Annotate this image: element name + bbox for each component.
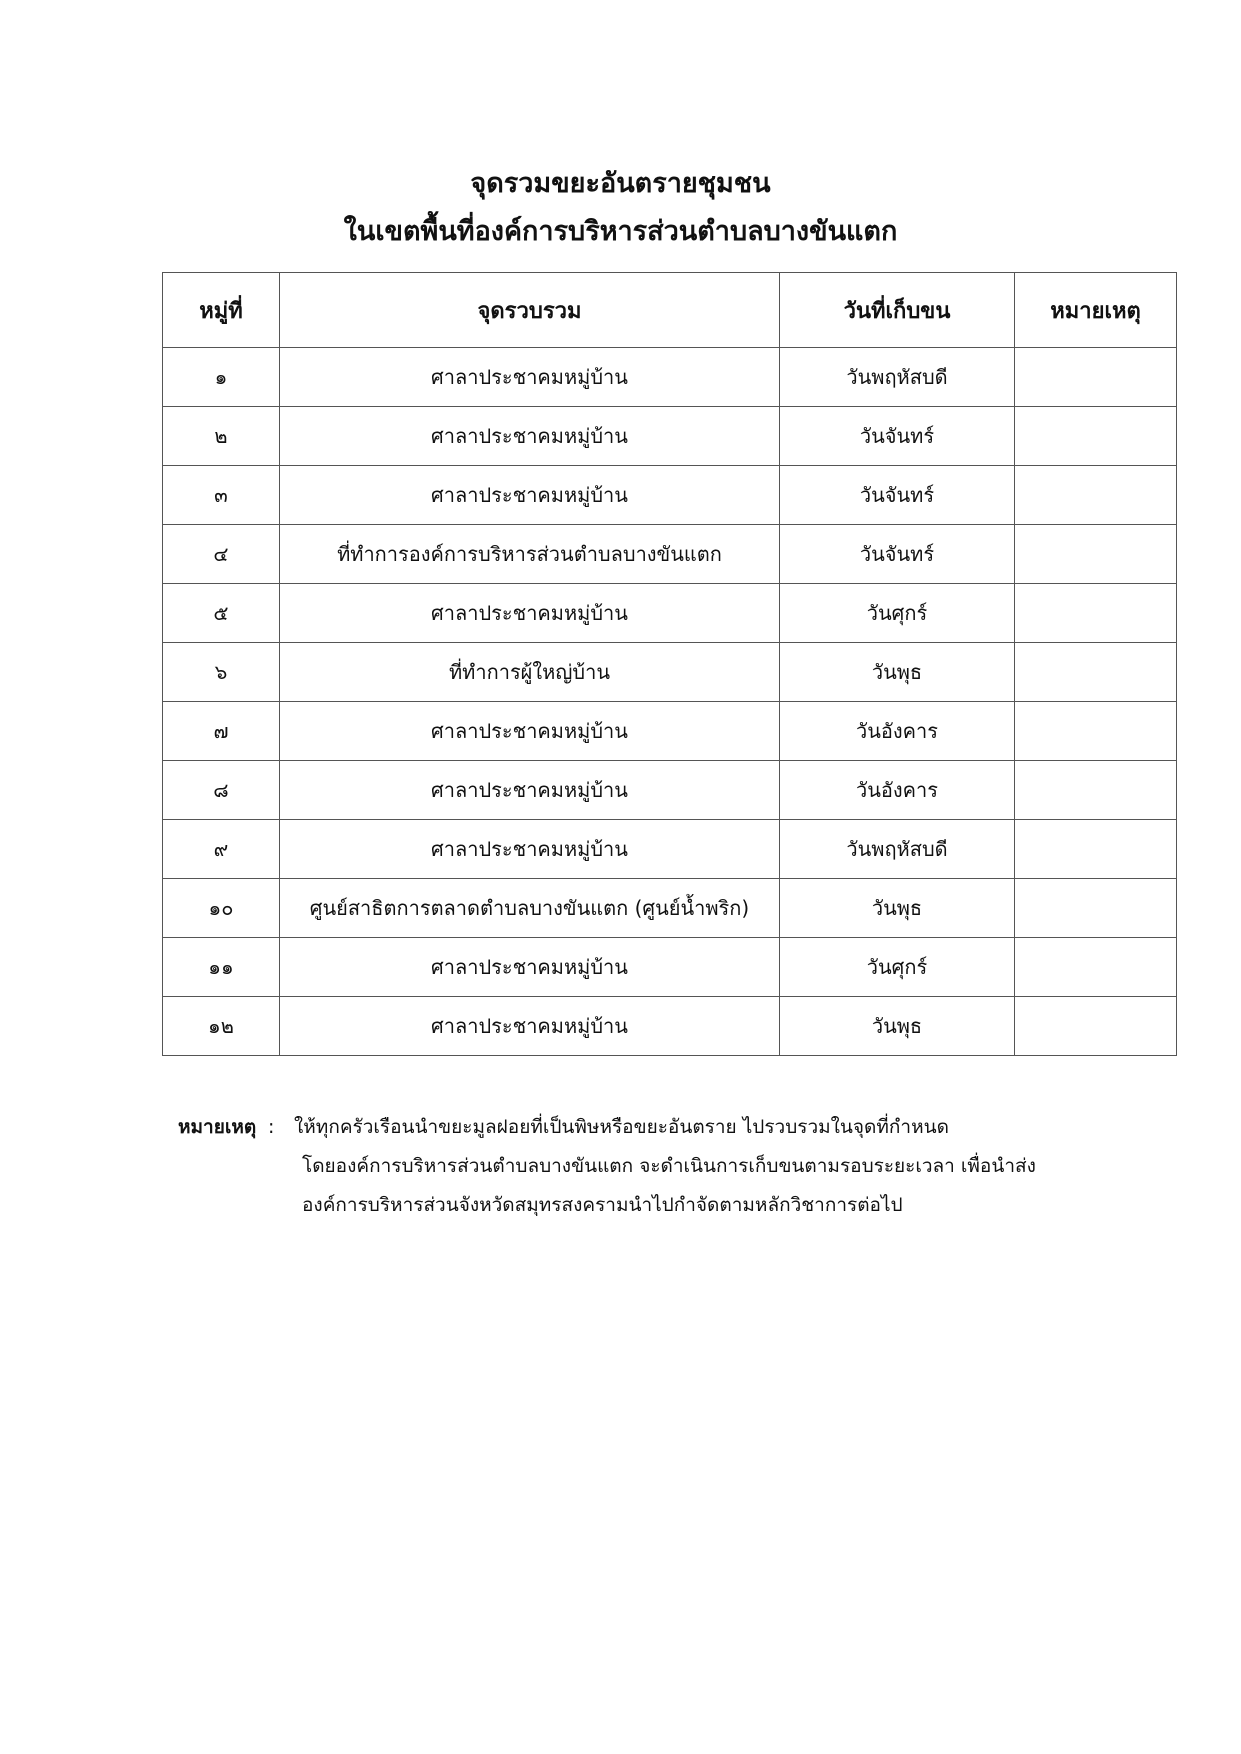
cell-remark [1015,525,1177,584]
title-line-2: ในเขตพื้นที่องค์การบริหารส่วนตำบลบางขันแตก [343,216,898,247]
cell-collection-point: ที่ทำการผู้ใหญ่บ้าน [280,643,780,702]
cell-moo: ๙ [163,820,280,879]
collection-points-table [162,272,1177,1056]
cell-remark [1015,938,1177,997]
cell-remark [1015,879,1177,938]
cell-moo: ๑๒ [163,997,280,1056]
table-row [163,407,1177,466]
cell-collection-day: วันจันทร์ [780,407,1015,466]
cell-remark [1015,820,1177,879]
cell-collection-point: ที่ทำการองค์การบริหารส่วนตำบลบางขันแตก [280,525,780,584]
table-row [163,348,1177,407]
cell-moo: ๔ [163,525,280,584]
cell-collection-day: วันอังคาร [780,761,1015,820]
cell-remark [1015,643,1177,702]
cell-remark [1015,761,1177,820]
cell-moo: ๕ [163,584,280,643]
cell-remark [1015,702,1177,761]
cell-collection-point: ศาลาประชาคมหมู่บ้าน [280,584,780,643]
cell-remark [1015,997,1177,1056]
cell-moo: ๘ [163,761,280,820]
table-row [163,997,1177,1056]
table-row [163,702,1177,761]
cell-remark [1015,348,1177,407]
cell-collection-day: วันพฤหัสบดี [780,820,1015,879]
header-moo: หมู่ที่ [163,273,280,348]
table-row [163,761,1177,820]
cell-moo: ๑๐ [163,879,280,938]
cell-collection-point: ศาลาประชาคมหมู่บ้าน [280,702,780,761]
table-header-row [163,273,1177,348]
cell-collection-point: ศาลาประชาคมหมู่บ้าน [280,407,780,466]
cell-remark [1015,584,1177,643]
cell-collection-point: ศาลาประชาคมหมู่บ้าน [280,348,780,407]
cell-collection-day: วันพฤหัสบดี [780,348,1015,407]
cell-collection-point: ศาลาประชาคมหมู่บ้าน [280,820,780,879]
cell-moo: ๑๑ [163,938,280,997]
cell-collection-day: วันศุกร์ [780,938,1015,997]
table-row [163,879,1177,938]
title-line-1: จุดรวมขยะอันตรายชุมชน [470,168,771,199]
remark-text-line-2: โดยองค์การบริหารส่วนตำบลบางขันแตก จะดำเนินการเก็บขนตามรอบระยะเวลา เพื่อนำส่ง [302,1155,1036,1177]
remark-colon: : [268,1116,275,1138]
remark-label: หมายเหตุ [178,1116,257,1138]
cell-collection-point: ศาลาประชาคมหมู่บ้าน [280,938,780,997]
cell-collection-point: ศาลาประชาคมหมู่บ้าน [280,466,780,525]
cell-collection-day: วันศุกร์ [780,584,1015,643]
cell-collection-point: ศูนย์สาธิตการตลาดตำบลบางขันแตก (ศูนย์น้ำพริก) [280,879,780,938]
cell-collection-day: วันพุธ [780,997,1015,1056]
cell-moo: ๒ [163,407,280,466]
remark-text-line-3: องค์การบริหารส่วนจังหวัดสมุทรสงครามนำไปกำจัดตามหลักวิชาการต่อไป [302,1194,903,1216]
table-row [163,466,1177,525]
header-collection-day: วันที่เก็บขน [780,273,1015,348]
cell-moo: ๖ [163,643,280,702]
table-row [163,584,1177,643]
cell-collection-day: วันจันทร์ [780,525,1015,584]
header-collection-point: จุดรวบรวม [280,273,780,348]
cell-moo: ๗ [163,702,280,761]
header-remark: หมายเหตุ [1015,273,1177,348]
table-row [163,820,1177,879]
cell-collection-point: ศาลาประชาคมหมู่บ้าน [280,997,780,1056]
cell-moo: ๑ [163,348,280,407]
cell-collection-day: วันอังคาร [780,702,1015,761]
table-row [163,938,1177,997]
document-title [0,160,1241,256]
cell-moo: ๓ [163,466,280,525]
table-row [163,643,1177,702]
cell-remark [1015,407,1177,466]
cell-collection-day: วันพุธ [780,879,1015,938]
remark-section [178,1108,1158,1225]
cell-collection-point: ศาลาประชาคมหมู่บ้าน [280,761,780,820]
cell-remark [1015,466,1177,525]
remark-first-line [178,1108,1158,1147]
cell-collection-day: วันจันทร์ [780,466,1015,525]
remark-text-line-1: ให้ทุกครัวเรือนนำขยะมูลฝอยที่เป็นพิษหรือขยะอันตราย ไปรวบรวมในจุดที่กำหนด [294,1116,949,1138]
cell-collection-day: วันพุธ [780,643,1015,702]
table-row [163,525,1177,584]
